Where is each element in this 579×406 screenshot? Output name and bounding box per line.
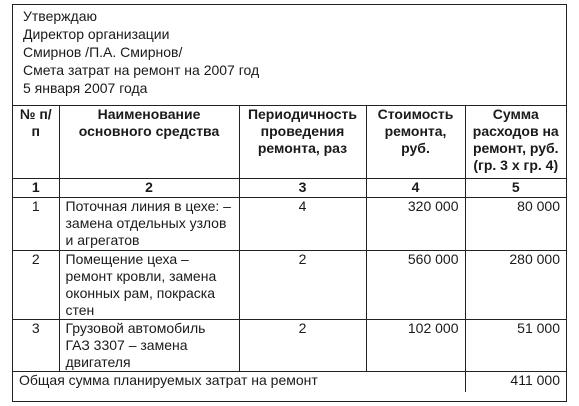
- total-row: [13, 372, 566, 393]
- total-amount: 411 000: [465, 372, 566, 393]
- column-number-row: [13, 179, 566, 198]
- column-number: 5: [465, 179, 566, 198]
- asset-name: Грузовой автомобиль ГАЗ 3307 – замена двигателя: [59, 320, 239, 372]
- director-title: Директор организации: [23, 26, 170, 42]
- document-frame: [12, 4, 567, 402]
- document-date: 5 января 2007 года: [23, 80, 148, 96]
- repair-cost: 560 000: [366, 251, 465, 320]
- column-header-no: № п/п: [13, 106, 59, 179]
- row-number: 3: [13, 320, 59, 372]
- column-header-name: Наименование основного средства: [59, 106, 239, 179]
- table-row: [13, 320, 566, 372]
- repair-estimate-table: [13, 105, 566, 392]
- repair-total: 280 000: [465, 251, 566, 320]
- repair-frequency: 2: [239, 251, 366, 320]
- asset-name: Помещение цеха – ремонт кровли, замена оконных рам, покраска стен: [59, 251, 239, 320]
- column-number: 2: [59, 179, 239, 198]
- repair-cost: 102 000: [366, 320, 465, 372]
- column-header-frequency: Периодичность проведения ремонта, раз: [239, 106, 366, 179]
- column-header-total: Сумма расходов на ремонт, руб. (гр. 3 х гр. 4): [465, 106, 566, 179]
- repair-frequency: 4: [239, 198, 366, 251]
- asset-name: Поточная линия в цехе: – замена отдельных узлов и агрегатов: [59, 198, 239, 251]
- approval-line: Утверждаю: [23, 8, 97, 24]
- column-header-cost: Стоимость ремонта, руб.: [366, 106, 465, 179]
- row-number: 2: [13, 251, 59, 320]
- document-title: Смета затрат на ремонт на 2007 год: [23, 62, 260, 78]
- table-row: [13, 251, 566, 320]
- director-signature: Смирнов /П.А. Смирнов/: [23, 44, 183, 60]
- approval-header: [23, 7, 259, 97]
- repair-frequency: 2: [239, 320, 366, 372]
- column-number: 1: [13, 179, 59, 198]
- column-number: 4: [366, 179, 465, 198]
- repair-total: 51 000: [465, 320, 566, 372]
- row-number: 1: [13, 198, 59, 251]
- table-row: [13, 198, 566, 251]
- total-label: Общая сумма планируемых затрат на ремонт: [13, 372, 465, 393]
- repair-cost: 320 000: [366, 198, 465, 251]
- repair-total: 80 000: [465, 198, 566, 251]
- column-number: 3: [239, 179, 366, 198]
- table-header-row: [13, 106, 566, 179]
